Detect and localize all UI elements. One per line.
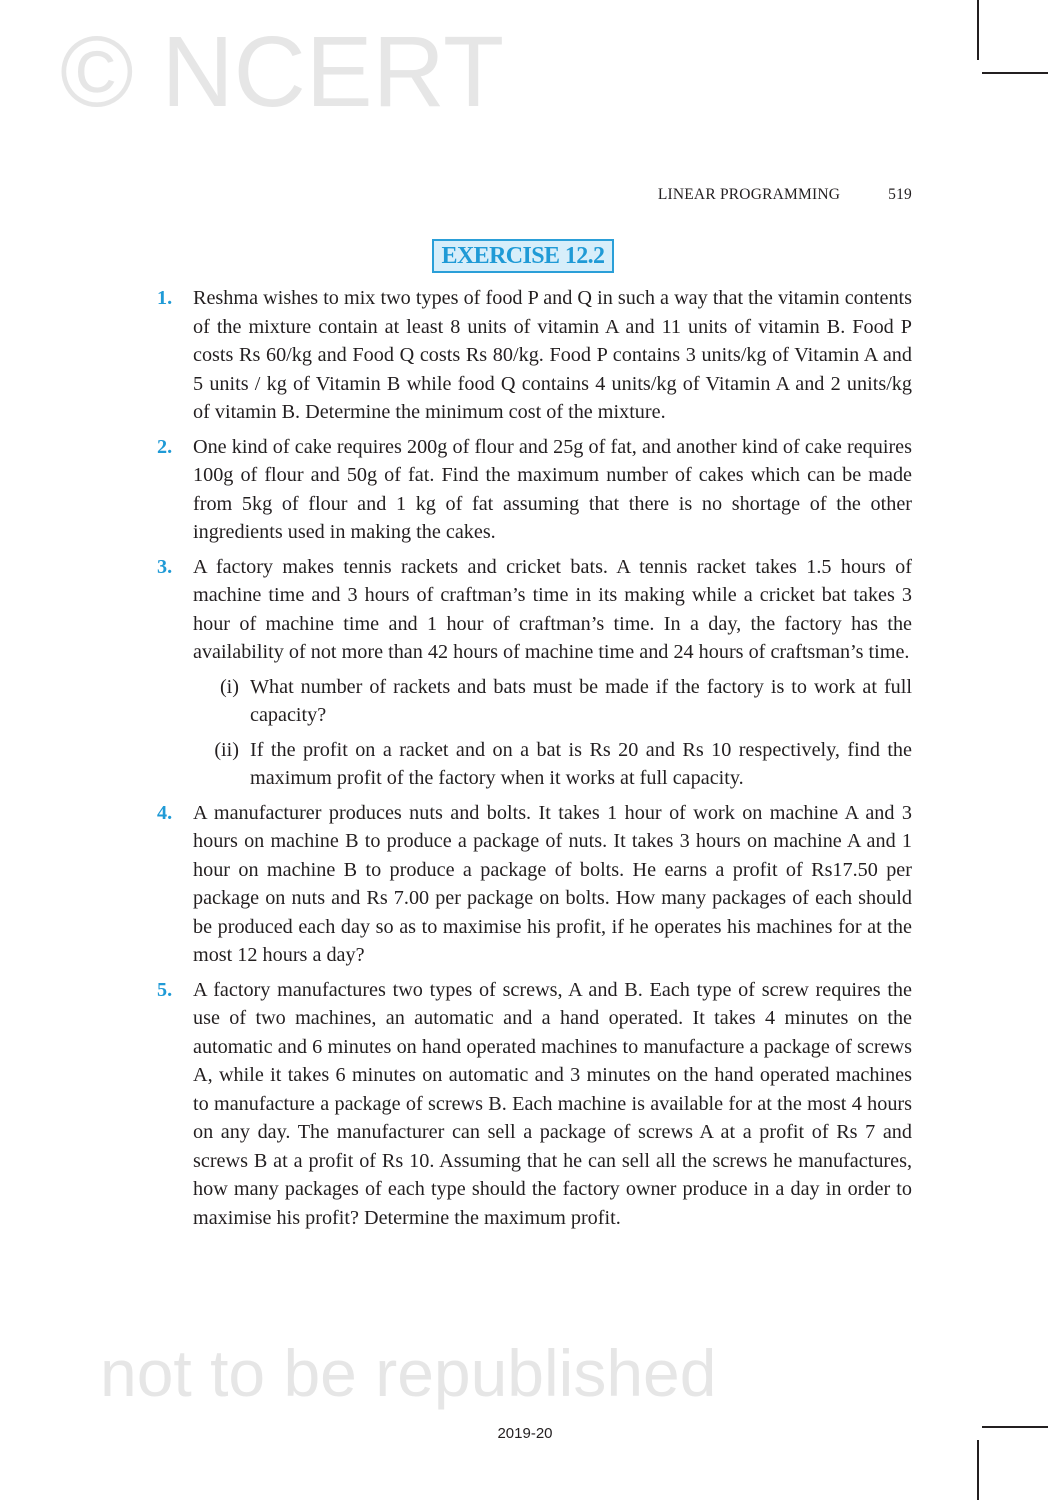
- watermark-line2: not to be republished: [100, 1336, 717, 1410]
- item-number: 4.: [157, 801, 173, 824]
- sub-item-number: (i): [219, 675, 239, 698]
- exercise-list: [157, 284, 912, 1238]
- item-number: 5.: [157, 978, 173, 1001]
- item-text: A manufacturer produces nuts and bolts. It takes 1 hour of work on machine A and 3 hours on machine B to produce a package of nuts. It takes 3 hours on machine A and 1 hour on machine B to produce a package of bolts. He earns a profit of Rs17.50 per package on nuts and Rs 7.00 per package on bolts. How many packages of each should be produced each day so as to maximise his profit, if he operates his machines for at the most 12 hours a day?: [193, 801, 912, 966]
- page-number: 519: [888, 186, 912, 203]
- watermark-line1: © NCERT: [60, 16, 505, 128]
- exercise-item-1: [157, 284, 912, 427]
- running-head: [0, 186, 912, 204]
- footer-year: 2019-20: [497, 1425, 553, 1442]
- item-text: A factory manufactures two types of screws, A and B. Each type of screw requires the use of two machines, an automatic and a hand operated. It takes 4 minutes on the automatic and 6 minutes on hand operated machines to manufacture a package of screws A, while it takes 6 minutes on automatic and 3 minutes on the hand operated machines to manufacture a package of screws B. Each machine is available for at the most 4 hours on any day. The manufacturer can sell a package of screws A at a profit of Rs 7 and screws B at a profit of Rs 10. Assuming that he can sell all the screws he manufactures, how many packages of each type should the factory owner produce in a day in order to maximise his profit? Determine the maximum profit.: [193, 978, 912, 1229]
- item-number: 1.: [157, 287, 173, 309]
- sub-item-text: If the profit on a racket and on a bat is Rs 20 and Rs 10 respectively, find the maximum profit of the factory when it works at full capacity.: [250, 738, 912, 789]
- chapter-title: LINEAR PROGRAMMING: [657, 186, 841, 203]
- sub-item-number: (ii): [214, 738, 239, 761]
- item-number: 3.: [157, 555, 173, 578]
- exercise-item-5: [157, 976, 912, 1233]
- item-text: A factory makes tennis rackets and cricket bats. A tennis racket takes 1.5 hours of machine time and 3 hours of craftman’s time in its making while a cricket bat takes 3 hour of machine time and 1 hour of craftman’s time. In a day, the factory has the availability of not more than 42 hours of machine time and 24 hours of craftsman’s time.: [193, 555, 912, 663]
- crop-mark-bottom-vertical: [977, 1440, 979, 1500]
- exercise-title: EXERCISE 12.2: [432, 239, 614, 273]
- exercise-item-4: [157, 799, 912, 970]
- crop-mark-top-horizontal: [982, 72, 1048, 74]
- sub-item-ii: [157, 736, 912, 793]
- exercise-item-3: [157, 553, 912, 667]
- exercise-item-2: [157, 433, 912, 547]
- item-number: 2.: [157, 435, 173, 458]
- crop-mark-top-vertical: [977, 0, 979, 60]
- sub-item-text: What number of rackets and bats must be made if the factory is to work at full capacity?: [250, 675, 912, 726]
- item-text: Reshma wishes to mix two types of food P and Q in such a way that the vitamin contents of the mixture contain at least 8 units of vitamin A and 11 units of vitamin B. Food P costs Rs 60/kg and Food Q costs Rs 80/kg. Food P contains 3 units/kg of Vitamin A and 5 units / kg of Vitamin B while food Q contains 4 units/kg of Vitamin A and 2 units/kg of vitamin B. Determine the minimum cost of the mixture.: [193, 287, 912, 423]
- sub-item-i: [157, 673, 912, 730]
- item-text: One kind of cake requires 200g of flour and 25g of fat, and another kind of cake requires 100g of flour and 50g of fat. Find the maximum number of cakes which can be made from 5kg of flour and 1 kg of fat assuming that there is no shortage of the other ingredients used in making the cakes.: [193, 435, 912, 543]
